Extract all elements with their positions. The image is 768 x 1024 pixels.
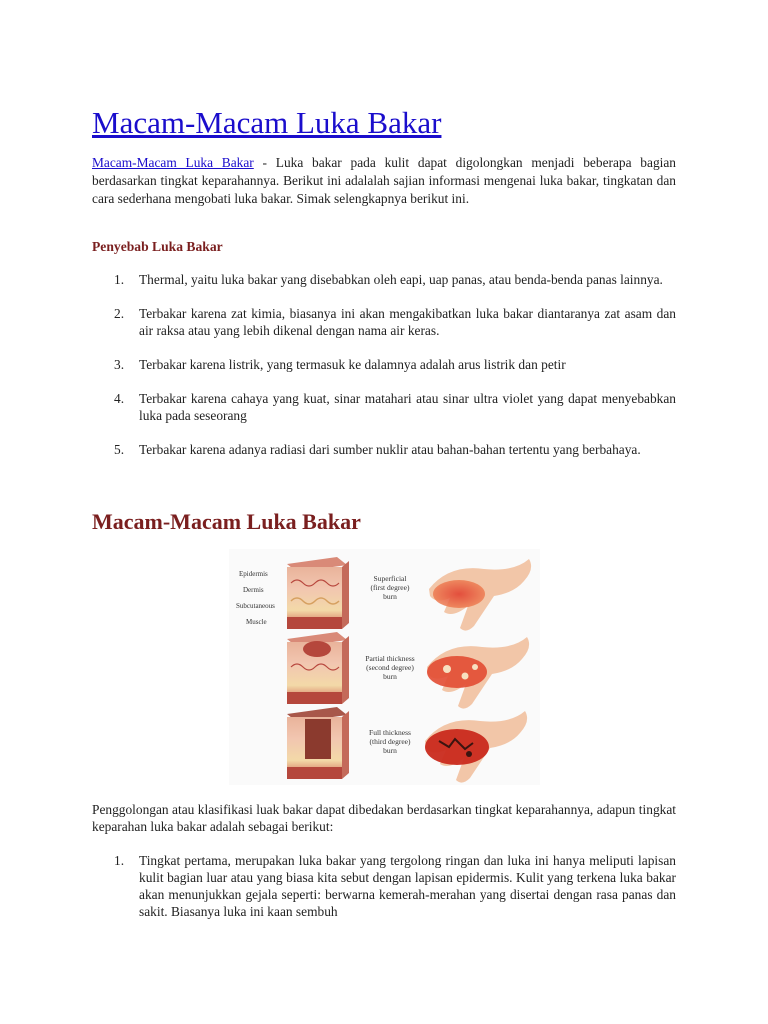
burn-label: (third degree)	[369, 737, 411, 746]
section-heading-types: Macam-Macam Luka Bakar	[92, 509, 361, 534]
list-number: 1.	[114, 272, 125, 287]
layer-label: Subcutaneous	[236, 602, 275, 610]
burn-label: burn	[383, 672, 397, 681]
skin-section-first-degree	[287, 557, 349, 629]
classification-paragraph: Penggolongan atau klasifikasi luak bakar dapat dibedakan berdasarkan tingkat keparahannya, adapun tingkat keparahan luka bakar adalah sebagai berikut:	[92, 802, 676, 834]
intro-paragraph	[92, 154, 676, 208]
layer-label: Muscle	[246, 618, 267, 626]
list-number: 4.	[114, 391, 125, 406]
intro-link[interactable]: Macam-Macam Luka Bakar	[92, 155, 254, 170]
hand-third-degree	[425, 711, 527, 783]
skin-section-third-degree	[287, 707, 349, 779]
list-number: 2.	[114, 306, 125, 321]
burn-label: Partial thickness	[365, 654, 415, 663]
skin-section-second-degree	[287, 632, 349, 704]
list-text: Thermal, yaitu luka bakar yang disebabkan oleh eapi, uap panas, atau benda-benda panas lainnya.	[139, 272, 663, 287]
degrees-list	[92, 852, 676, 920]
burn-label: Superficial	[373, 574, 407, 583]
burn-label: burn	[383, 592, 397, 601]
list-text: Terbakar karena cahaya yang kuat, sinar matahari atau sinar ultra violet yang dapat menyebabkan luka pada seseorang	[139, 391, 676, 423]
list-number: 1.	[114, 853, 125, 868]
burn-degrees-illustration	[229, 549, 540, 785]
burn-label: burn	[383, 746, 397, 755]
list-item	[92, 441, 676, 458]
list-item	[92, 356, 676, 373]
hand-second-degree	[427, 637, 529, 709]
causes-list	[92, 271, 676, 475]
list-number: 3.	[114, 357, 125, 372]
intro-text: - Luka bakar pada kulit dapat digolongkan menjadi beberapa bagian berdasarkan tingkat keparahannya. Berikut ini adalalah sajian informasi mengenai luka bakar, tingkatan dan cara sederhana mengobati luka bakar. Simak selengkapnya berikut ini.	[92, 155, 677, 206]
list-item	[92, 390, 676, 424]
burn-illustration-svg	[229, 549, 540, 785]
list-text: Terbakar karena zat kimia, biasanya ini akan mengakibatkan luka bakar diantaranya zat asam dan air raksa atau yang lebih dikenal dengan nama air keras.	[139, 306, 676, 338]
page-title[interactable]: Macam-Macam Luka Bakar	[92, 105, 442, 140]
list-item	[92, 852, 676, 920]
list-text: Terbakar karena listrik, yang termasuk ke dalamnya adalah arus listrik dan petir	[139, 357, 566, 372]
list-text: Terbakar karena adanya radiasi dari sumber nuklir atau bahan-bahan tertentu yang berbahaya.	[139, 442, 641, 457]
section-heading-causes: Penyebab Luka Bakar	[92, 239, 223, 254]
list-text: Tingkat pertama, merupakan luka bakar yang tergolong ringan dan luka ini hanya meliputi lapisan kulit bagian luar atau yang biasa kita sebut dengan lapisan epidermis. Kulit yang terkena luka bakar akan menunjukkan gejala seperti: berwarna kemerah-merahan yang disertai dengan rasa panas dan sakit. Biasanya luka ini kaan sembuh	[139, 853, 676, 919]
burn-label: Full thickness	[369, 728, 411, 737]
burn-label: (second degree)	[366, 663, 414, 672]
burn-label: (first degree)	[370, 583, 410, 592]
layer-label: Epidermis	[239, 570, 268, 578]
list-number: 5.	[114, 442, 125, 457]
list-item	[92, 305, 676, 339]
hand-first-degree	[429, 559, 531, 631]
list-item	[92, 271, 676, 288]
layer-label: Dermis	[243, 586, 264, 594]
